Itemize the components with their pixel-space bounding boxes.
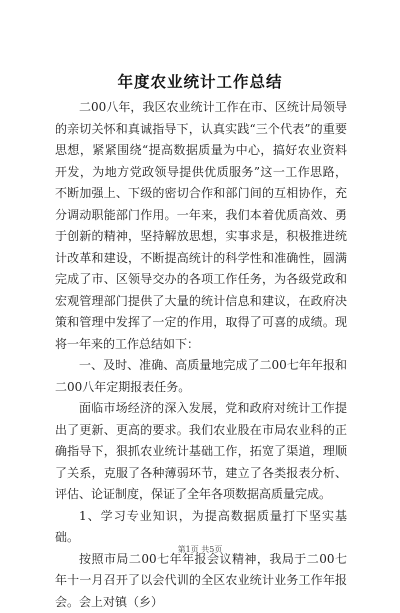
paragraph-subsection-1-body: 按照市局二00七年年报会议精神，我局于二00七年十一月召开了以会代训的全区农业统计业务工作年报会。会上对镇（乡） (55, 549, 347, 613)
page-number-footer: 第1页 共5页 (0, 544, 400, 555)
document-body (55, 97, 347, 613)
paragraph-subsection-1-heading: 1、学习专业知识，为提高数据质量打下坚实基础。 (55, 506, 347, 549)
document-title: 年度农业统计工作总结 (0, 70, 400, 92)
paragraph-section-1-body: 面临市场经济的深入发展，党和政府对统计工作提出了更新、更高的要求。我们农业股在市局农业科的正确指导下，狠抓农业统计基础工作，拓宽了渠道，理顺了关系，克服了各种薄弱环节，建立了各类报表分析、评估、论证制度，保证了全年各项数据高质量完成。 (55, 398, 347, 506)
paragraph-intro: 二00八年，我区农业统计工作在市、区统计局领导的亲切关怀和真诚指导下，认真实践“三个代表”的重要思想，紧紧围绕“提高数据质量为中心，搞好农业资料开发，为地方党政领导提供优质服务”这一工作思路，不断加强上、下级的密切合作和部门间的互相协作，充分调动职能部门作用。一年来，我们本着优质高效、勇于创新的精神，坚持解放思想，实事求是，积极推进统计改革和建设，不断提高统计的科学性和准确性，圆满完成了市、区领导交办的各项工作任务，为各级党政和宏观管理部门提供了大量的统计信息和建议，在政府决策和管理中发挥了一定的作用，取得了可喜的成绩。现将一年来的工作总结如下： (55, 97, 347, 355)
paragraph-section-1-heading: 一、及时、准确、高质量地完成了二00七年年报和二00八年定期报表任务。 (55, 355, 347, 398)
